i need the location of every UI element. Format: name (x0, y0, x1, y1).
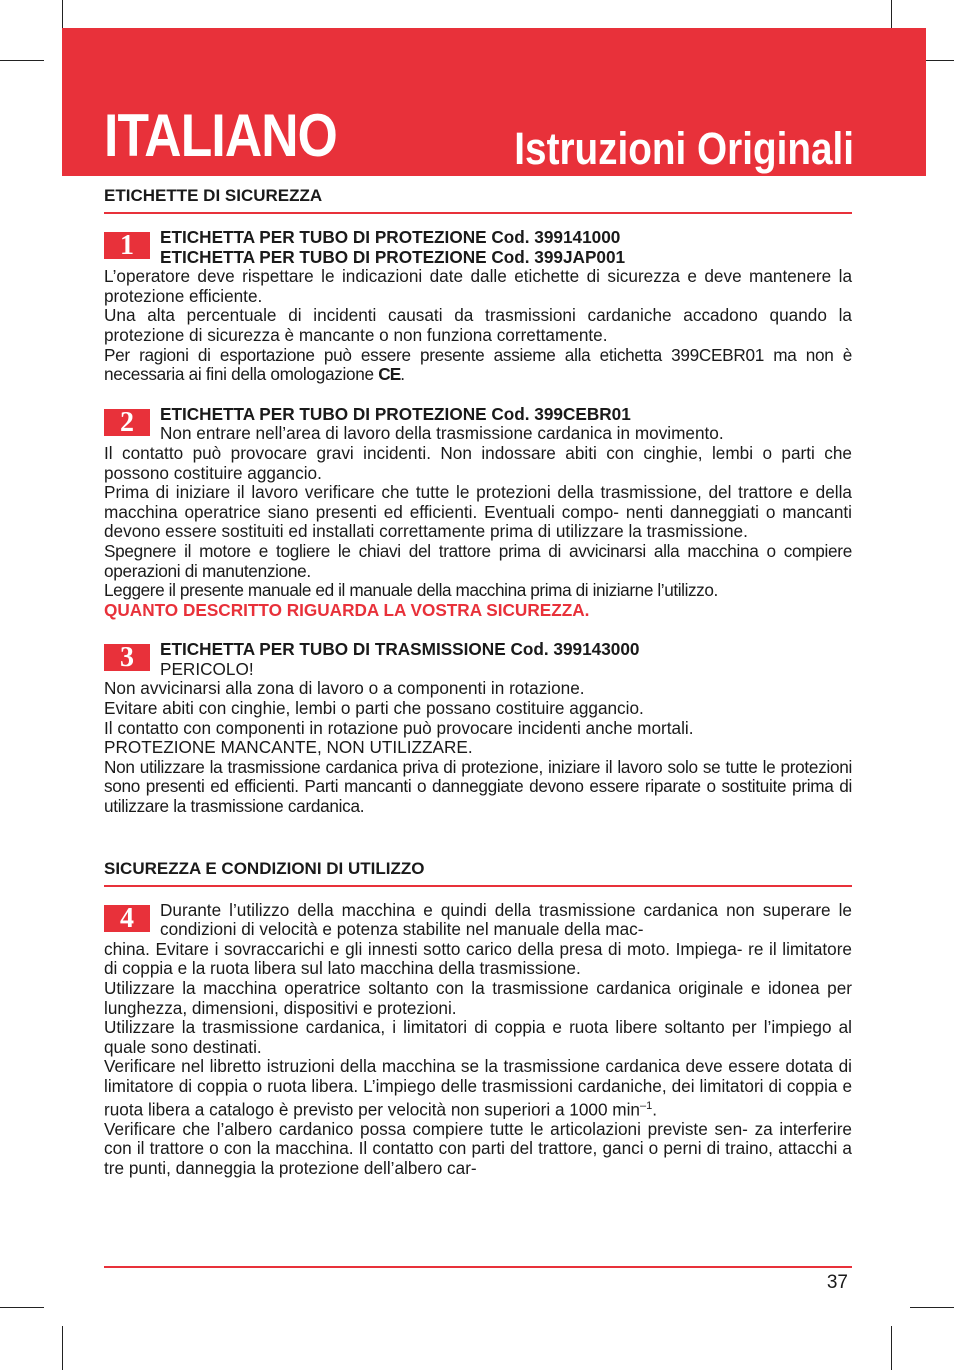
crop-mark (891, 1326, 892, 1370)
paragraph: L’operatore deve rispettare le indicazioni date dalle etichette di sicurezza e deve mantenere la protezione efficiente. (104, 266, 852, 306)
paragraph: Per ragioni di esportazione può essere presente assieme alla etichetta 399CEBR01 ma non è necessaria ai fini della omologazione CE. (104, 344, 852, 385)
paragraph: Non utilizzare la trasmissione cardanica priva di protezione, iniziare il lavoro solo se tutte le protezioni sono presenti ed efficienti. Parti mancanti o danneggiate devono essere riparate o sostituite prima di utilizzare la trasmissione cardanica. (104, 756, 852, 817)
paragraph: Prima di iniziare il lavoro verificare che tutte le protezioni della trasmissione, del trattore e della macchina operatrice siano presenti ed efficienti. Eventuali compo- nenti danneggiati o mancanti devono essere sostituiti ed installati correttamente prima di utilizzare la trasmissione. (104, 482, 852, 542)
paragraph: Il contatto può provocare gravi incidenti. Non indossare abiti con cinghie, lembi o parti che possono costituire aggancio. (104, 442, 852, 483)
crop-mark (910, 1307, 954, 1308)
crop-mark (0, 60, 44, 61)
label-item-2 (104, 405, 852, 621)
document-subtitle: Istruzioni Originali (514, 123, 854, 174)
page-number: 37 (826, 1272, 848, 1293)
paragraph: Non avvicinarsi alla zona di lavoro o a componenti in rotazione. (104, 678, 585, 699)
label-item-1 (104, 228, 852, 385)
item-heading: Durante l’utilizzo della macchina e quindi della trasmissione cardanica non superare le condizioni di velocità e potenza stabilite nel manuale della mac- (160, 899, 852, 940)
section-title: SICUREZZA E CONDIZIONI DI UTILIZZO (104, 859, 852, 887)
crop-mark (62, 1326, 63, 1370)
item-number-badge: 2 (104, 409, 150, 436)
item-subheading: PERICOLO! (160, 658, 254, 679)
label-item-4 (104, 901, 852, 1179)
paragraph: Evitare abiti con cinghie, lembi o parti che possano costituire aggancio. (104, 698, 644, 719)
paragraph: Verificare nel libretto istruzioni della macchina se la trasmissione cardanica deve essere dotata di limitatore di coppia o ruota libera. L’impiego delle trasmissioni cardaniche, dei limitatori di coppia e ruota libera a catalogo è previsto per velocità non superiori a 1000 $\min^{-1}$. (104, 1056, 852, 1120)
footer-rule (104, 1266, 852, 1268)
item-subheading: Non entrare nell’area di lavoro della trasmissione cardanica in movimento. (160, 423, 724, 444)
paragraph: Utilizzare la trasmissione cardanica, i limitatori di coppia e ruota libere soltanto per l’impiego al quale sono destinati. (104, 1017, 852, 1057)
safety-warning: QUANTO DESCRITTO RIGUARDA LA VOSTRA SICUREZZA. (104, 599, 590, 620)
paragraph: Il contatto con componenti in rotazione può provocare incidenti anche mortali. (104, 717, 694, 738)
item-header (104, 228, 852, 267)
label-item-3 (104, 640, 852, 816)
header-banner (62, 28, 926, 176)
item-header (104, 901, 852, 940)
paragraph: PROTEZIONE MANCANTE, NON UTILIZZARE. (104, 737, 473, 758)
item-number-badge: 4 (104, 905, 150, 932)
spacer (104, 837, 852, 859)
page-content (104, 186, 852, 1199)
item-header (104, 405, 852, 444)
item-heading: ETICHETTA PER TUBO DI PROTEZIONE Cod. 399141000 (160, 227, 621, 247)
paragraph: Spegnere il motore e togliere le chiavi del trattore prima di avvicinarsi alla macchina o compiere operazioni di manutenzione. (104, 540, 852, 581)
item-heading: ETICHETTA PER TUBO DI TRASMISSIONE Cod. 399143000 (160, 639, 640, 660)
item-number-badge: 3 (104, 644, 150, 671)
paragraph: Verificare che l’albero cardanico possa compiere tutte le articolazioni previste sen- za interferire con il trattore o con la macchina. Il contatto con parti del trattore, ganci o perni di traino, attacchi a tre punti, danneggia la protezione dell’albero car- (104, 1118, 852, 1179)
paragraph: Leggere il presente manuale ed il manuale della macchina prima di iniziarne l’utilizzo. (104, 580, 718, 601)
paragraph: Una alta percentuale di incidenti causati da trasmissioni cardaniche accadono quando la protezione di sicurezza è mancante o non funziona correttamente. (104, 305, 852, 345)
section-title: ETICHETTE DI SICUREZZA (104, 186, 852, 214)
item-number-badge: 1 (104, 232, 150, 259)
ce-mark: CE (378, 364, 401, 385)
superscript: –1 (640, 1099, 653, 1112)
language-title: ITALIANO (104, 102, 337, 169)
crop-mark (0, 1307, 44, 1308)
paragraph: Utilizzare la macchina operatrice soltanto con la trasmissione cardanica originale e idonea per lunghezza, dimensioni, dispositivi e protezioni. (104, 978, 852, 1018)
paragraph-text: Verificare nel libretto istruzioni della macchina se la trasmissione cardanica deve essere dotata di limitatore di coppia o ruota libera. L’impiego delle trasmissioni cardaniche, dei limitatori di coppia e ruota libera a catalogo è previsto per velocità non superiori a 1000 min (104, 1056, 852, 1120)
paragraph-text: Per ragioni di esportazione può essere presente assieme alla etichetta 399CEBR01 ma non è necessaria ai fini della omologazione (104, 344, 852, 385)
item-heading: ETICHETTA PER TUBO DI PROTEZIONE Cod. 399CEBR01 (160, 403, 631, 424)
item-heading: ETICHETTA PER TUBO DI PROTEZIONE Cod. 399JAP001 (160, 246, 626, 267)
paragraph: china. Evitare i sovraccarichi e gli innesti sotto carico della presa di moto. Impiega- re il limitatore di coppia e la ruota libera sul lato macchina della trasmissione. (104, 938, 852, 979)
item-header (104, 640, 852, 679)
